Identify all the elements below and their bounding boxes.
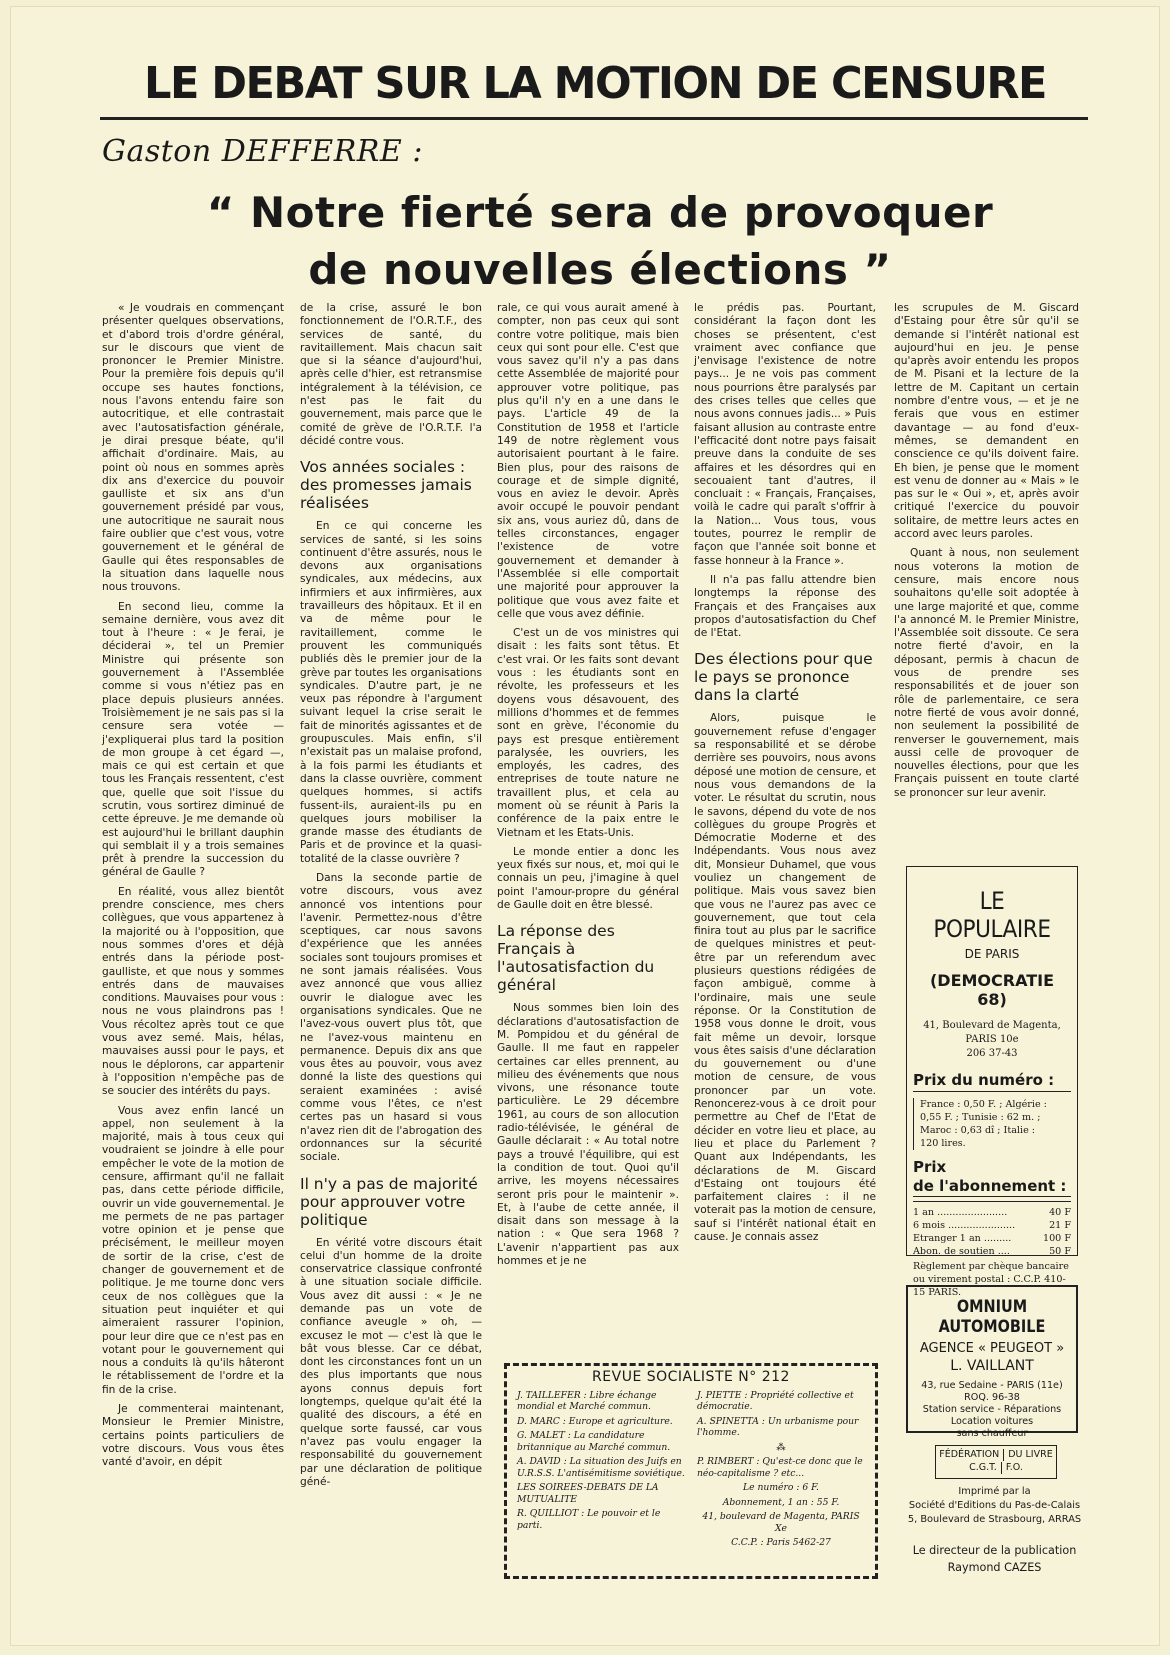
- address-line: 41, Boulevard de Magenta,: [923, 1020, 1061, 1031]
- director-label: Le directeur de la publication: [912, 1544, 1077, 1557]
- populaire-edition: (DEMOCRATIE 68): [929, 971, 1055, 1009]
- omnium-address-line: Station service - Réparations: [922, 1404, 1062, 1415]
- subscription-row: [913, 1245, 1071, 1258]
- subscription-heading-line: Prix: [913, 1158, 947, 1176]
- union-label-separator: [1001, 1462, 1002, 1474]
- paragraph: le prédis pas. Pourtant, considérant la façon dont les choses se présentent, c'est vraiment avec confiance que j'envisage l'existence de notre pays... Je ne vois pas comment nous pourrions être paralysés par des crises telles que celles que nous avons connues jadis... » Puis faisant allusion au contraste entre l'efficacité dont notre pays faisait preuve dans la conduite de ses affaires et les désordres qui en secouaient tant d'autres, il concluait : « Français, Françaises, voilà le cadre qui paraît s'offrir à la Nation... Vous tous, vous toutes, pourrez le remplir de façon que l'année soit bonne et fasse honneur à la France ».: [694, 302, 876, 567]
- subheading: Vos années sociales : des promesses jamais réalisées: [300, 458, 472, 513]
- address-city: PARIS 10e: [965, 1034, 1019, 1045]
- paragraph: En vérité votre discours était celui d'un homme de la droite conservatrice classique confronté à une situation sociale difficile. Vous avez dit aussi : « Je ne demande pas un vote de confiance aveugle » oh, — excusez le mot — c'est là que le bât vous blesse. Car ce débat, dont les circonstances font un un des plus importants que nous ayons connus depuis fort longtemps, quelque qu'ait été la qualité des discours, a été en quelque sorte faussé, car vous n'avez pas voulu engager la responsabilité du gouvernement par une déclaration de politique géné-: [300, 1236, 482, 1488]
- subscription-price: 21 F: [1049, 1220, 1071, 1231]
- revue-item: G. MALET : La candidature britannique au Marché commun.: [517, 1430, 671, 1453]
- banner-title: LE DEBAT SUR LA MOTION DE CENSURE: [144, 58, 1046, 109]
- price-list: [913, 1098, 1071, 1150]
- omnium-address-line: Location voitures: [950, 1416, 1034, 1427]
- revue-item: A. SPINETTA : Un urbanisme pour l'homme.: [697, 1415, 859, 1438]
- omnium-address-line: ROQ. 96-38: [964, 1392, 1020, 1403]
- revue-ccp: C.C.P. : Paris 5462-27: [731, 1537, 831, 1548]
- populaire-masthead-box: [906, 866, 1078, 1298]
- subscription-price: 40 F: [1049, 1207, 1071, 1218]
- omnium-address: [908, 1380, 1076, 1440]
- paragraph: C'est un de vos ministres qui disait : les faits sont têtus. Et c'est vrai. Or les faits sont devant vous : les étudiants sont en révolte, les professeurs et les doyens vous désavouent, des millions d'hommes et de femmes sont en grève, l'économie du pays est presque entièrement paralysée, les ouvriers, les employés, les cadres, des entreprises de toute nature ne travaillent plus, et cela au moment où se réunit à Paris la conférence de la paix entre le Vietnam et les Etats-Unis.: [497, 627, 679, 839]
- revue-columns: [517, 1390, 865, 1552]
- revue-right-column: [697, 1390, 865, 1552]
- revue-ornament: ⁂: [776, 1441, 786, 1453]
- paragraph: En ce qui concerne les services de santé, si les soins continuent d'être assurés, nous le devons aux organisations syndicales, aux médecins, aux infirmiers et aux infirmières, aux travailleurs des hôpitaux. Et il en va de même pour le ravitaillement, comme le prouvent les communiqués publiés dès le premier jour de la grève par toutes les organisations syndicales. D'autre part, je ne veux pas répondre à l'argument suivant lequel la crise serait le fait de minorités agissantes et de groupuscules. Mais enfin, s'il n'existait pas un malaise profond, à la fois parmi les étudiants et dans la classe ouvrière, comment quelques hommes, si actifs fussent-ils, auraient-ils pu en quelques jours mobiliser la grande masse des étudiants de Paris et de province et la quasi-totalité de la classe ouvrière ?: [300, 520, 482, 865]
- union-label-text: FÉDÉRATION: [939, 1449, 1000, 1460]
- paragraph: de la crise, assuré le bon fonctionnement de l'O.R.T.F., des services de santé, du ravitaillement. Mais chacun sait que si la séance d'aujourd'hui, après celle d'hier, est retransmise intégralement à la télévision, ce n'est pas le fait du gouvernement, mais parce que le comité de grève de l'O.R.T.F. l'a décidé contre vous.: [300, 302, 482, 447]
- banner-rule: [100, 117, 1088, 120]
- price-line: France : 0,50 F. ; Algérie :: [920, 1099, 1047, 1110]
- article-column-2: [300, 302, 482, 1495]
- director-name: Raymond CAZES: [947, 1561, 1042, 1574]
- paragraph: Nous sommes bien loin des déclarations d'autosatisfaction de M. Pompidou et du général de Gaulle. Il me faut en rappeler certaines car elles prennent, au milieu des événements que nous vivons, une résonance toute particulière. Le 29 décembre 1961, au cours de son allocution radio-télévisée, le général de Gaulle déclarait : « Au total notre pays a trouvé l'équilibre, qui est la condition de tout. Quoi qu'il arrive, les moyens nécessaires seront pris pour le maintenir ». Et, à l'aube de cette année, il disait dans son message à la nation : « Que sera 1968 ? L'avenir n'appartient pas aux hommes et je ne: [497, 1002, 679, 1267]
- headline: [150, 184, 1050, 298]
- subscription-row: [913, 1232, 1071, 1245]
- subscription-label: 6 mois ......................: [913, 1220, 1016, 1231]
- omnium-advert: [906, 1285, 1078, 1439]
- imprint-line: Société d'Editions du Pas-de-Calais: [908, 1500, 1081, 1511]
- phone: 206 37-43: [966, 1048, 1018, 1059]
- subheading: Des élections pour que le pays se prononce dans la clarté: [694, 650, 873, 705]
- populaire-title: LE POPULAIRE: [933, 887, 1051, 943]
- revue-item: R. QUILLIOT : Le pouvoir et le parti.: [517, 1508, 661, 1531]
- article-column-4: [694, 302, 876, 1250]
- subscription-price: 50 F: [1049, 1246, 1071, 1257]
- subheading: Il n'y a pas de majorité pour approuver votre politique: [300, 1174, 478, 1229]
- article-column-5: [894, 302, 1079, 806]
- revue-item: A. DAVID : La situation des Juifs en U.R.S.S. L'antisémitisme soviétique.: [517, 1456, 685, 1479]
- paragraph: Alors, puisque le gouvernement refuse d'engager sa responsabilité et se dérobe derrière ses pouvoirs, nous avons déposé une motion de censure, et nous vous demandons de la voter. Le résultat du scrutin, nous le savons, dépend du vote de nos collègues du groupe Progrès et Démocratie Moderne et des Indépendants. Vous nous avez dit, Monsieur Duhamel, que vous vouliez un changement de politique. Mais vous savez bien que vous ne l'aurez pas avec ce gouvernement, que tout cela finira tout au plus par le sacrifice de quelques ministres et peut-être par un referendum avec plusieurs questions rédigées de façon ambiguë, comme à l'ordinaire, mais une seule réponse. Or la Constitution de 1958 vous donne le droit, vous fait même un devoir, lorsque vous êtes saisis d'une déclaration du gouvernement ou d'une motion de censure, de vous prononcer par un vote. Renoncerez-vous à ce droit pour permettre au Chef de l'Etat de décider en votre lieu et place, au lieu et place du Parlement ? Quant aux Indépendants, les déclarations de M. Giscard d'Estaing ont toujours été parfaitement claires : il ne voterait pas la motion de censure, sauf si l'intérêt national était en cause. Je connais assez: [694, 712, 877, 1243]
- union-label: [935, 1445, 1057, 1479]
- price-line: 120 lires.: [920, 1138, 966, 1149]
- omnium-address-line: 43, rue Sedaine - PARIS (11e): [921, 1380, 1063, 1391]
- article-column-1: [102, 302, 284, 1476]
- revue-subscription: Abonnement, 1 an : 55 F.: [722, 1496, 840, 1508]
- headline-line-2: de nouvelles élections ”: [308, 245, 892, 294]
- paragraph: Quant à nous, non seulement nous voterons la motion de censure, mais encore nous souhaitons qu'elle soit adoptée à une large majorité et que, comme l'a annoncé M. le Premier Ministre, l'Assemblée soit dissoute. Ce sera notre fierté d'avoir, en la déposant, permis à chacun de vous de prendre ses responsabilités et de jouer son rôle de parlementaire, ce sera notre fierté de vous avoir donné, non seulement la possibilité de renverser le gouvernement, mais aussi celle de provoquer de nouvelles élections, pour que les Français puissent en toute clarté se prononcer sur leur avenir.: [894, 547, 1079, 799]
- union-label-line-1: [936, 1448, 1056, 1461]
- subscription-heading-line: de l'abonnement :: [913, 1177, 1071, 1197]
- revue-left-column: [517, 1390, 685, 1552]
- populaire-subtitle: DE PARIS: [964, 947, 1020, 961]
- subscription-heading: [913, 1158, 1071, 1197]
- revue-item: LES SOIREES-DEBATS DE LA MUTUALITE: [517, 1482, 659, 1505]
- revue-item: J. PIETTE : Propriété collective et démocratie.: [697, 1389, 854, 1412]
- union-label-line-2: [936, 1461, 1056, 1474]
- omnium-address-line: sans chauffeur: [956, 1428, 1028, 1439]
- payment-note: Règlement par chèque bancaire ou virement postal : C.C.P. 410-15 PARIS.: [913, 1261, 1069, 1298]
- subscription-label: Etranger 1 an .........: [913, 1233, 1012, 1244]
- paragraph: Le monde entier a donc les yeux fixés sur nous, et, moi qui le connais un peu, j'imagine à quel point l'amour-propre du général de Gaulle doit en être blessé.: [497, 845, 679, 912]
- omnium-title: OMNIUM AUTOMOBILE: [938, 1297, 1046, 1337]
- union-label-text: F.O.: [1005, 1462, 1023, 1473]
- price-line: 0,55 F. ; Tunisie : 62 m. ;: [920, 1112, 1041, 1123]
- subscription-row: [913, 1219, 1071, 1232]
- revue-item: J. TAILLEFER : Libre échange mondial et Marché commun.: [517, 1389, 657, 1412]
- revue-item: D. MARC : Europe et agriculture.: [517, 1415, 673, 1427]
- paragraph: Dans la seconde partie de votre discours, vous avez annoncé vos intentions pour l'avenir. Permettez-nous d'être sceptiques, car nous savons d'expérience que les années sociales sont toujours promises et ne sont jamais réalisées. Vous avez annoncé que vous alliez ouvrir le dialogue avec les organisations syndicales. Que ne l'avez-vous ouvert plus tôt, que ne l'avez-vous maintenu en permanence. Depuis dix ans que vous êtes au pouvoir, vous avez donné la liste des questions qui seraient examinées : avisé comme vous l'êtes, ce n'est certes pas un hasard si vous n'avez rien dit de l'abrogation des ordonnances sur la sécurité sociale.: [300, 871, 482, 1164]
- subheading: La réponse des Français à l'autosatisfaction du général: [497, 922, 655, 995]
- imprint-line: Imprimé par la: [958, 1486, 1031, 1497]
- subscription-list: [913, 1201, 1071, 1258]
- union-label-text: DU LIVRE: [1008, 1449, 1053, 1460]
- paragraph: En réalité, vous allez bientôt prendre conscience, mes chers collègues, que vous appartenez à la majorité ou à l'opposition, que nous sommes d'ores et déjà entrés dans la période post-gaulliste, et que nous y sommes entrés dans de mauvaises conditions. Mauvaises pour vous : nous ne vous plaindrons pas ! Vous récoltez après tout ce que vous avez semé. Mais, hélas, mauvaises aussi pour le pays, et nous le déplorons, car appartenir à l'opposition n'empêche pas de se soucier des intérêts du pays.: [102, 885, 284, 1098]
- union-label-separator: [1003, 1449, 1004, 1461]
- article-column-3: [497, 302, 679, 1274]
- subscription-price: 100 F: [1042, 1233, 1071, 1244]
- paragraph: Il n'a pas fallu attendre bien longtemps la réponse des Français et des Françaises aux propos d'autosatisfaction du Chef de l'Etat.: [694, 573, 876, 640]
- subscription-label: Abon. de soutien ....: [913, 1246, 1010, 1257]
- price-line: Maroc : 0,63 dî ; Italie :: [920, 1125, 1036, 1136]
- subscription-label: 1 an .......................: [913, 1207, 1008, 1218]
- paragraph: rale, ce qui vous aurait amené à compter, non pas ceux qui sont contre votre politique, mais bien ceux qui sont pour elle. C'est que vous savez qu'il n'y a pas dans cette Assemblée de majorité pour approuver votre politique, pas plus qu'il n'y en a une dans le pays. L'article 49 de la Constitution de 1958 et l'article 149 de notre règlement vous autorisaient pourtant à le faire. Bien plus, pour des raisons de courage et de simple dignité, vous en aviez le devoir. Après avoir occupé le pouvoir pendant six ans, vous auriez dû, dans de telles circonstances, engager l'existence de votre gouvernement et demander à l'Assemblée si elle comportait une majorité pour approuver la politique que vous avez faite et celle que vous avez définie.: [497, 302, 679, 620]
- revue-socialiste-box: [504, 1363, 878, 1579]
- paragraph: Je commenterai maintenant, Monsieur le Premier Ministre, certains points particuliers de votre discours. Vous vous êtes vanté d'avoir, en dépit: [102, 1403, 284, 1469]
- paragraph: En second lieu, comme la semaine dernière, vous avez dit tout à l'heure : « Je ferai, je déciderai », tel un Premier Ministre qui présente son gouvernement à l'Assemblée comme si vous n'étiez pas en place depuis plusieurs années. Troisièmement je ne sais pas si la censure sera votée — j'expliquerai plus tard la position de mon groupe à cet égard —, mais ce qui est certain et que tous les Français ressentent, c'est que, quelle que soit l'issue du scrutin, vous sortirez diminué de cette épreuve. Je me demande où est aujourd'hui le brillant dauphin qui semblait il y a trois semaines prêt à prendre la succession du général de Gaulle ?: [102, 600, 284, 879]
- subscription-row: [913, 1206, 1071, 1219]
- paragraph: Vous avez enfin lancé un appel, non seulement à la majorité, mais à tous ceux qui voudraient se joindre à elle pour empêcher le vote de la motion de censure, affirmant qu'il ne fallait pas, dans cette période difficile, ouvrir un vide gouvernemental. Je me permets de ne pas partager votre opinion et je pense que précisément, le meilleur moyen de sortir de la crise, c'est de changer de gouvernement et de politique. Je me tourne donc vers ceux de nos collègues que la situation peut inquiéter et qui aimeraient rassurer l'opinion, pour leur dire que ce n'est pas en votant pour le gouvernement qui nous a conduits là qu'ils hâteront le rétablissement de l'ordre et la fin de la crise.: [102, 1104, 284, 1396]
- omnium-name: L. VAILLANT: [950, 1358, 1034, 1374]
- omnium-agence: AGENCE « PEUGEOT »: [919, 1341, 1065, 1356]
- publication-director: [902, 1542, 1087, 1576]
- union-label-text: C.G.T.: [969, 1462, 997, 1473]
- revue-item: P. RIMBERT : Qu'est-ce donc que le néo-capitalisme ? etc...: [697, 1456, 863, 1479]
- populaire-address: [913, 1019, 1071, 1061]
- revue-title: REVUE SOCIALISTE N° 212: [592, 1369, 790, 1385]
- byline: Gaston DEFFERRE :: [102, 134, 423, 169]
- price-heading: Prix du numéro :: [913, 1071, 1071, 1092]
- printer-imprint: [902, 1485, 1087, 1527]
- revue-price: Le numéro : 6 F.: [743, 1482, 819, 1493]
- paragraph: les scrupules de M. Giscard d'Estaing pour être sûr qu'il se demande si l'intérêt national est aujourd'hui en jeu. Je pense qu'après avoir entendu les propos de M. Pisani et la lecture de la lettre de M. Capitant un certain nombre d'entre vous, — et je ne ferais que vous en estimer davantage — au fond d'eux-mêmes, se demandent en conscience ce qu'ils doivent faire. Eh bien, je pense que le moment est venu de donner au « Mais » le pas sur le « Oui », et, après avoir critiqué l'exercice du pouvoir solitaire, de mettre leurs actes en accord avec leurs paroles.: [894, 302, 1079, 541]
- revue-address: 41, boulevard de Magenta, PARIS Xe: [702, 1511, 860, 1534]
- headline-line-1: “ Notre fierté sera de provoquer: [206, 188, 994, 237]
- imprint-line: 5, Boulevard de Strasbourg, ARRAS: [907, 1514, 1082, 1525]
- paragraph: « Je voudrais en commençant présenter quelques observations, et d'abord trois d'ordre général, sur le discours que vient de prononcer le Premier Ministre. Pour la première fois depuis qu'il occupe ses hautes fonctions, nous l'avons entendu faire son autocritique, et elle contrastait avec l'autosatisfaction générale, je dirai presque béate, qu'il affichait d'ordinaire. Mais, au point où nous en sommes après dix ans d'exercice du pouvoir gaulliste et six ans d'un gouvernement présidé par vous, une autocritique ne saurait nous faire oublier que c'est vous, votre gouvernement et le général de Gaulle qui êtes responsables de la situation dans laquelle nous nous trouvons.: [102, 302, 284, 594]
